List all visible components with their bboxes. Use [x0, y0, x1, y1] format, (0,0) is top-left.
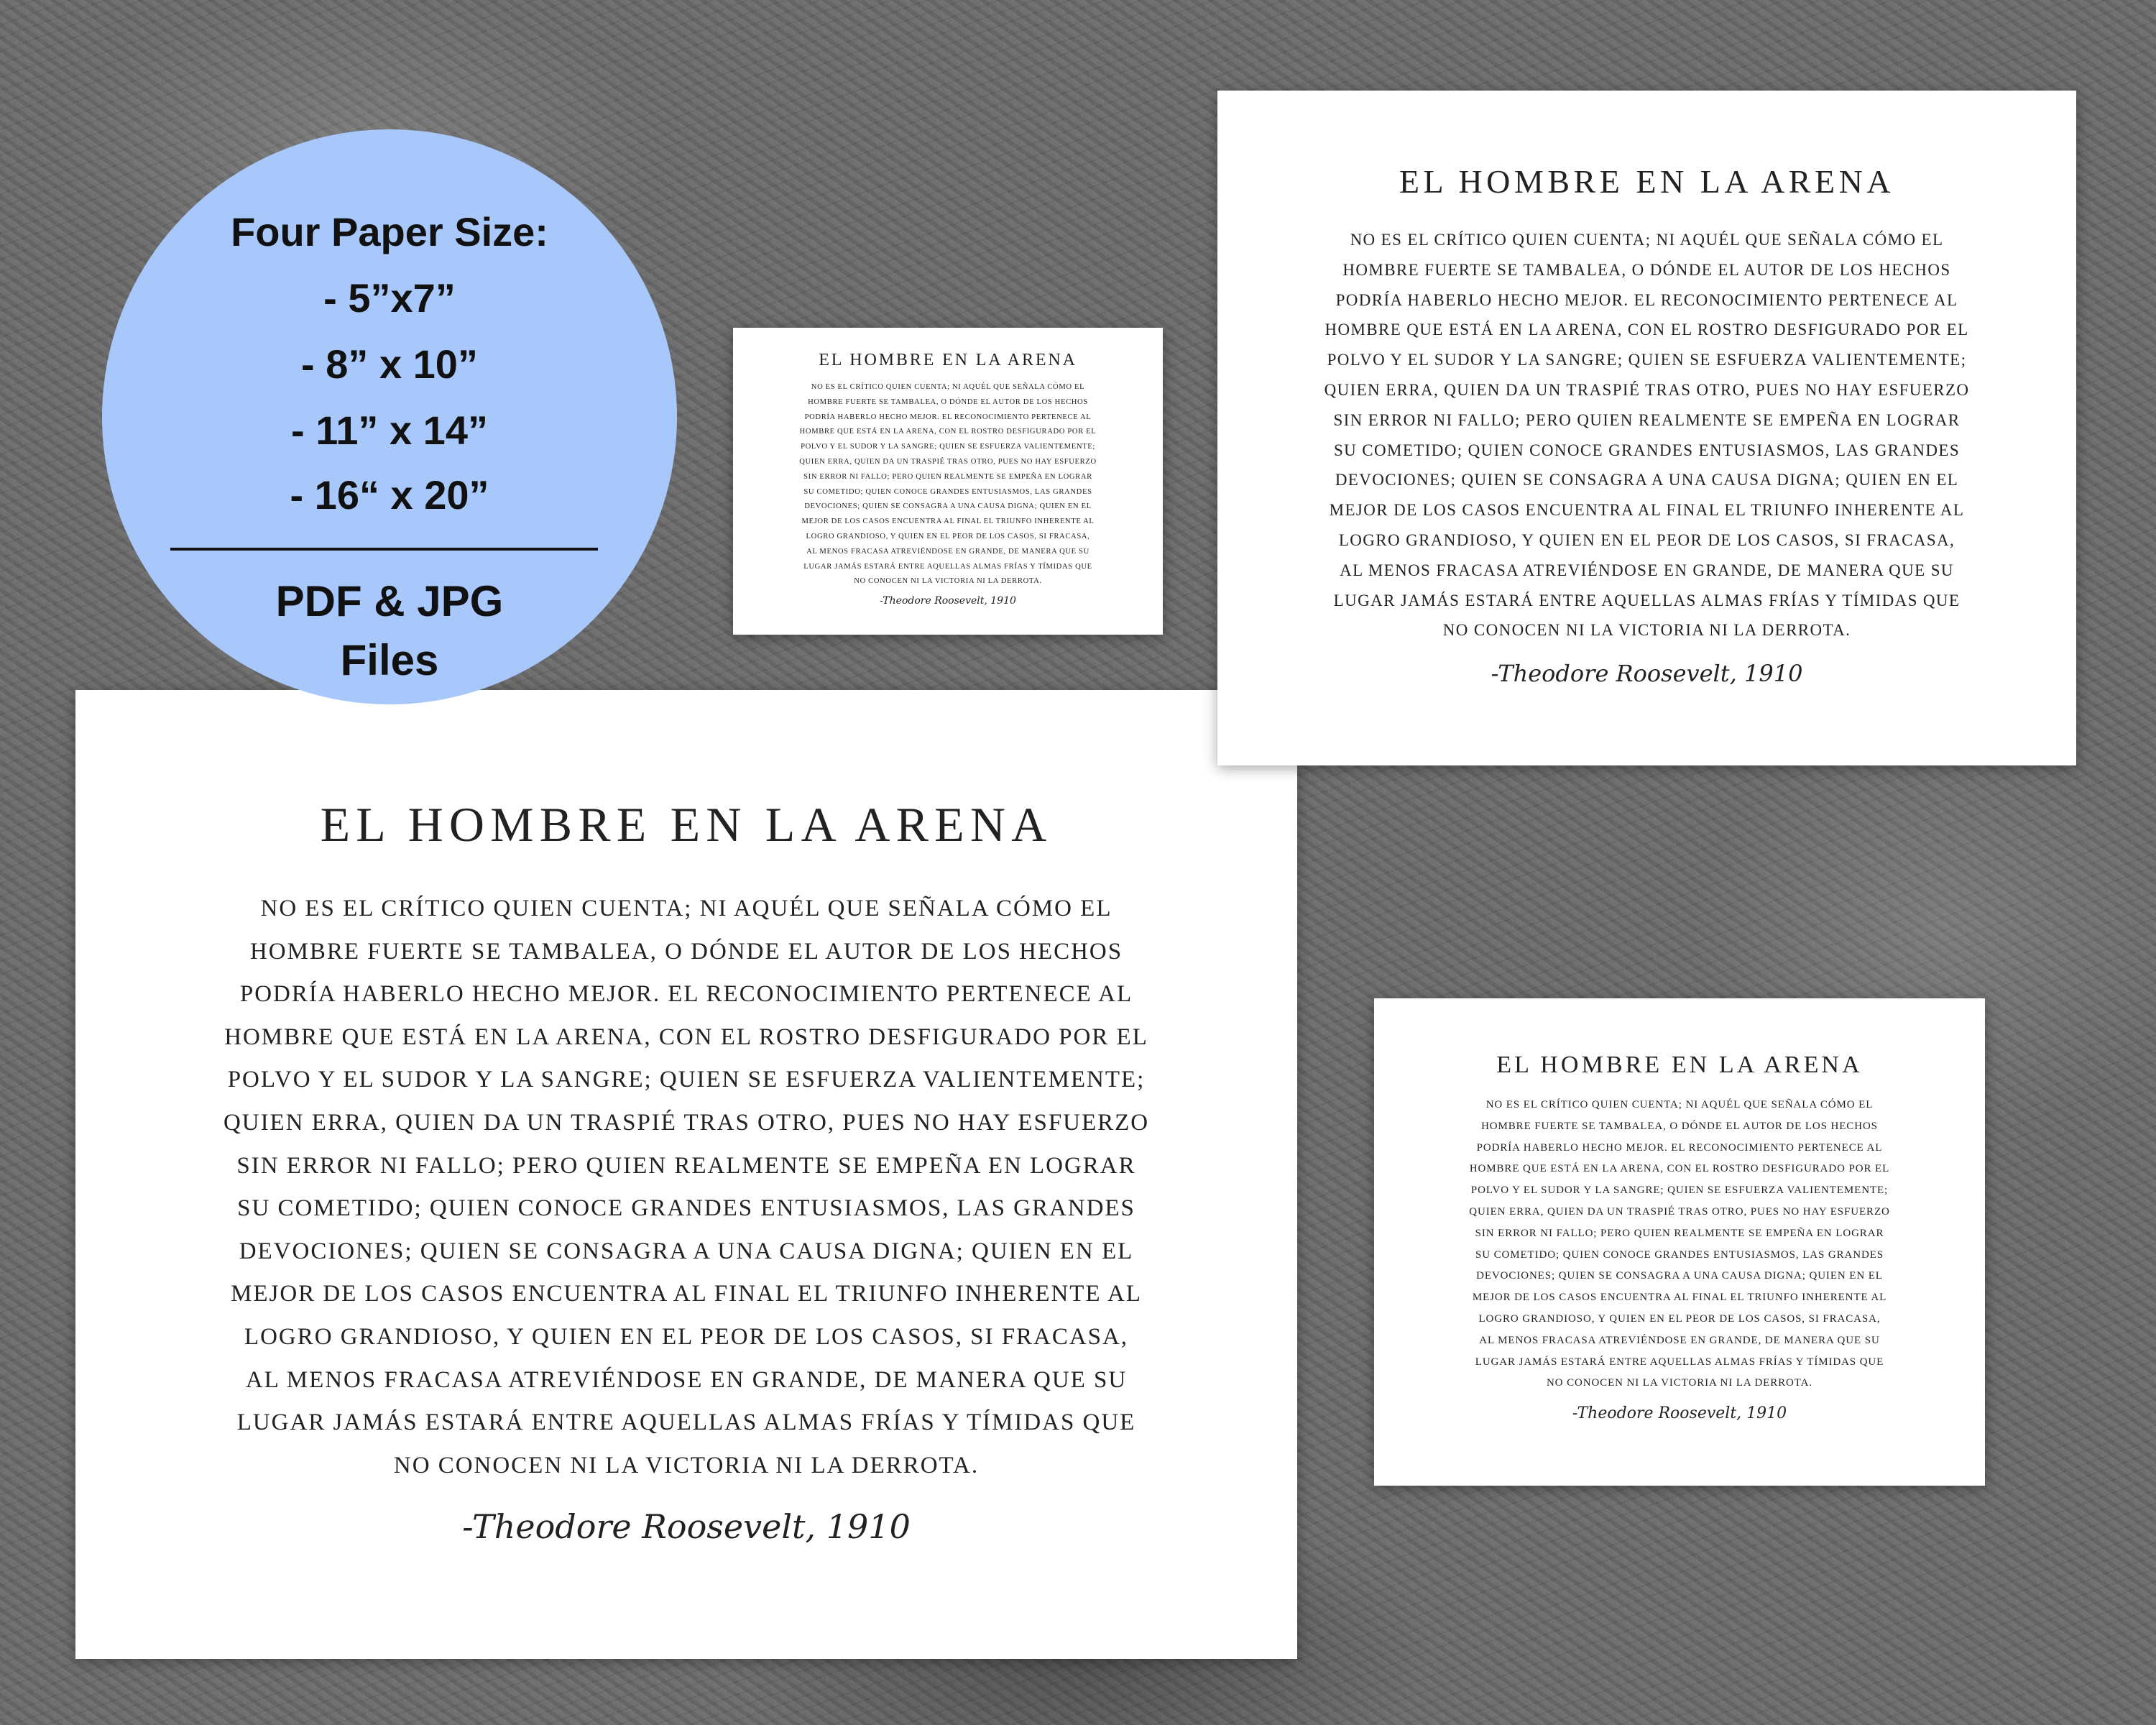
quote-line: NO ES EL CRÍTICO QUIEN CUENTA; NI AQUÉL QUE SEÑALA CÓMO EL: [811, 383, 1085, 391]
quote-line: AL MENOS FRACASA ATREVIÉNDOSE EN GRANDE, DE MANERA QUE SU: [1340, 561, 1954, 579]
quote-body: [162, 888, 1211, 1487]
paper-size-badge: [102, 129, 677, 704]
quote-line: PODRÍA HABERLO HECHO MEJOR. EL RECONOCIMIENTO PERTENECE AL: [1335, 290, 1958, 309]
quote-line: DEVOCIONES; QUIEN SE CONSAGRA A UNA CAUSA DIGNA; QUIEN EN EL: [804, 502, 1092, 511]
print-preview-top-right: [1217, 91, 2076, 765]
size-option: - 5”x7”: [323, 275, 456, 321]
quote-line: LOGRO GRANDIOSO, Y QUIEN EN EL PEOR DE LOS CASOS, SI FRACASA,: [244, 1323, 1129, 1350]
quote-line: SU COMETIDO; QUIEN CONOCE GRANDES ENTUSIASMOS, LAS GRANDES: [237, 1195, 1135, 1222]
quote-signature: -Theodore Roosevelt, 1910: [1491, 660, 1803, 688]
quote-signature: -Theodore Roosevelt, 1910: [1572, 1404, 1787, 1423]
quote-line: AL MENOS FRACASA ATREVIÉNDOSE EN GRANDE, DE MANERA QUE SU: [806, 547, 1089, 556]
file-formats: [102, 572, 677, 690]
quote-line: LOGRO GRANDIOSO, Y QUIEN EN EL PEOR DE LOS CASOS, SI FRACASA,: [806, 532, 1090, 540]
quote-line: SU COMETIDO; QUIEN CONOCE GRANDES ENTUSIASMOS, LAS GRANDES: [1475, 1248, 1884, 1261]
quote-signature: -Theodore Roosevelt, 1910: [462, 1507, 911, 1547]
print-title: EL HOMBRE EN LA ARENA: [1496, 1052, 1863, 1078]
quote-line: AL MENOS FRACASA ATREVIÉNDOSE EN GRANDE, DE MANERA QUE SU: [245, 1366, 1128, 1393]
quote-line: HOMBRE QUE ESTÁ EN LA ARENA, CON EL ROSTRO DESFIGURADO POR EL: [224, 1024, 1148, 1050]
file-formats-line: Files: [340, 636, 439, 684]
quote-body: [765, 380, 1131, 589]
quote-line: POLVO Y EL SUDOR Y LA SANGRE; QUIEN SE ESFUERZA VALIENTEMENTE;: [801, 443, 1095, 451]
quote-line: PODRÍA HABERLO HECHO MEJOR. EL RECONOCIMIENTO PERTENECE AL: [804, 413, 1092, 421]
print-title: EL HOMBRE EN LA ARENA: [320, 797, 1053, 852]
quote-line: NO CONOCEN NI LA VICTORIA NI LA DERROTA.: [1442, 621, 1851, 640]
quote-line: SIN ERROR NI FALLO; PERO QUIEN REALMENTE SE EMPEÑA EN LOGRAR: [1475, 1227, 1884, 1239]
quote-line: POLVO Y EL SUDOR Y LA SANGRE; QUIEN SE ESFUERZA VALIENTEMENTE;: [1327, 351, 1967, 369]
quote-line: HOMBRE FUERTE SE TAMBALEA, O DÓNDE EL AUTOR DE LOS HECHOS: [249, 938, 1123, 965]
quote-line: QUIEN ERRA, QUIEN DA UN TRASPIÉ TRAS OTRO, PUES NO HAY ESFUERZO: [1324, 380, 1970, 399]
quote-line: NO CONOCEN NI LA VICTORIA NI LA DERROTA.: [854, 577, 1042, 586]
quote-line: NO ES EL CRÍTICO QUIEN CUENTA; NI AQUÉL QUE SEÑALA CÓMO EL: [1350, 231, 1944, 249]
print-preview-large: [75, 690, 1297, 1659]
quote-line: LUGAR JAMÁS ESTARÁ ENTRE AQUELLAS ALMAS FRÍAS Y TÍMIDAS QUE: [803, 562, 1092, 571]
size-option: - 16“ x 20”: [290, 472, 489, 518]
quote-line: PODRÍA HABERLO HECHO MEJOR. EL RECONOCIMIENTO PERTENECE AL: [1476, 1141, 1883, 1154]
quote-line: QUIEN ERRA, QUIEN DA UN TRASPIÉ TRAS OTRO, PUES NO HAY ESFUERZO: [1469, 1205, 1890, 1218]
quote-line: NO CONOCEN NI LA VICTORIA NI LA DERROTA.: [1546, 1377, 1813, 1389]
quote-line: QUIEN ERRA, QUIEN DA UN TRASPIÉ TRAS OTRO, PUES NO HAY ESFUERZO: [223, 1109, 1150, 1136]
quote-line: DEVOCIONES; QUIEN SE CONSAGRA A UNA CAUSA DIGNA; QUIEN EN EL: [239, 1238, 1134, 1264]
quote-line: MEJOR DE LOS CASOS ENCUENTRA AL FINAL EL TRIUNFO INHERENTE AL: [1329, 501, 1965, 520]
quote-line: LUGAR JAMÁS ESTARÁ ENTRE AQUELLAS ALMAS FRÍAS Y TÍMIDAS QUE: [1333, 591, 1961, 610]
quote-line: QUIEN ERRA, QUIEN DA UN TRASPIÉ TRAS OTRO, PUES NO HAY ESFUERZO: [799, 457, 1097, 466]
quote-line: HOMBRE QUE ESTÁ EN LA ARENA, CON EL ROSTRO DESFIGURADO POR EL: [799, 428, 1097, 436]
quote-line: SIN ERROR NI FALLO; PERO QUIEN REALMENTE SE EMPEÑA EN LOGRAR: [1333, 410, 1961, 429]
quote-line: LUGAR JAMÁS ESTARÁ ENTRE AQUELLAS ALMAS FRÍAS Y TÍMIDAS QUE: [1475, 1356, 1884, 1368]
quote-line: SU COMETIDO; QUIEN CONOCE GRANDES ENTUSIASMOS, LAS GRANDES: [1333, 441, 1961, 459]
quote-line: AL MENOS FRACASA ATREVIÉNDOSE EN GRANDE, DE MANERA QUE SU: [1479, 1334, 1880, 1346]
print-title: EL HOMBRE EN LA ARENA: [1399, 163, 1895, 200]
quote-line: NO ES EL CRÍTICO QUIEN CUENTA; NI AQUÉL QUE SEÑALA CÓMO EL: [1485, 1099, 1874, 1110]
quote-line: NO ES EL CRÍTICO QUIEN CUENTA; NI AQUÉL QUE SEÑALA CÓMO EL: [260, 896, 1112, 921]
quote-signature: -Theodore Roosevelt, 1910: [880, 595, 1016, 607]
quote-line: HOMBRE FUERTE SE TAMBALEA, O DÓNDE EL AUTOR DE LOS HECHOS: [1481, 1120, 1878, 1132]
print-title: EL HOMBRE EN LA ARENA: [819, 351, 1077, 369]
quote-line: LUGAR JAMÁS ESTARÁ ENTRE AQUELLAS ALMAS FRÍAS Y TÍMIDAS QUE: [236, 1409, 1136, 1436]
quote-line: NO CONOCEN NI LA VICTORIA NI LA DERROTA.: [393, 1452, 980, 1478]
quote-line: LOGRO GRANDIOSO, Y QUIEN EN EL PEOR DE LOS CASOS, SI FRACASA,: [1478, 1312, 1881, 1325]
quote-line: MEJOR DE LOS CASOS ENCUENTRA AL FINAL EL TRIUNFO INHERENTE AL: [1472, 1292, 1887, 1304]
file-formats-line: PDF & JPG: [275, 577, 504, 625]
quote-line: POLVO Y EL SUDOR Y LA SANGRE; QUIEN SE ESFUERZA VALIENTEMENTE;: [1470, 1184, 1889, 1197]
quote-line: DEVOCIONES; QUIEN SE CONSAGRA A UNA CAUSA DIGNA; QUIEN EN EL: [1476, 1270, 1883, 1282]
quote-line: HOMBRE QUE ESTÁ EN LA ARENA, CON EL ROSTRO DESFIGURADO POR EL: [1325, 321, 1969, 339]
quote-line: POLVO Y EL SUDOR Y LA SANGRE; QUIEN SE ESFUERZA VALIENTEMENTE;: [227, 1067, 1146, 1093]
print-preview-small: [733, 328, 1163, 635]
quote-line: DEVOCIONES; QUIEN SE CONSAGRA A UNA CAUSA DIGNA; QUIEN EN EL: [1335, 471, 1959, 489]
quote-line: MEJOR DE LOS CASOS ENCUENTRA AL FINAL EL TRIUNFO INHERENTE AL: [801, 518, 1095, 526]
quote-line: HOMBRE FUERTE SE TAMBALEA, O DÓNDE EL AUTOR DE LOS HECHOS: [808, 397, 1088, 406]
badge-heading: Four Paper Size:: [231, 209, 548, 254]
quote-line: MEJOR DE LOS CASOS ENCUENTRA AL FINAL EL TRIUNFO INHERENTE AL: [231, 1281, 1142, 1307]
quote-line: PODRÍA HABERLO HECHO MEJOR. EL RECONOCIMIENTO PERTENECE AL: [239, 981, 1133, 1008]
quote-line: HOMBRE FUERTE SE TAMBALEA, O DÓNDE EL AUTOR DE LOS HECHOS: [1342, 260, 1951, 279]
badge-divider: [170, 548, 598, 551]
print-preview-bottom-right: [1374, 998, 1985, 1486]
size-option: - 8” x 10”: [301, 341, 478, 387]
size-option: - 11” x 14”: [291, 408, 488, 453]
quote-body: [1417, 1095, 1942, 1394]
quote-line: SU COMETIDO; QUIEN CONOCE GRANDES ENTUSIASMOS, LAS GRANDES: [803, 487, 1092, 496]
quote-body: [1284, 225, 2010, 645]
quote-line: LOGRO GRANDIOSO, Y QUIEN EN EL PEOR DE LOS CASOS, SI FRACASA,: [1338, 530, 1955, 549]
quote-line: SIN ERROR NI FALLO; PERO QUIEN REALMENTE SE EMPEÑA EN LOGRAR: [236, 1152, 1136, 1179]
quote-line: SIN ERROR NI FALLO; PERO QUIEN REALMENTE SE EMPEÑA EN LOGRAR: [803, 472, 1092, 481]
quote-line: HOMBRE QUE ESTÁ EN LA ARENA, CON EL ROSTRO DESFIGURADO POR EL: [1469, 1163, 1890, 1175]
